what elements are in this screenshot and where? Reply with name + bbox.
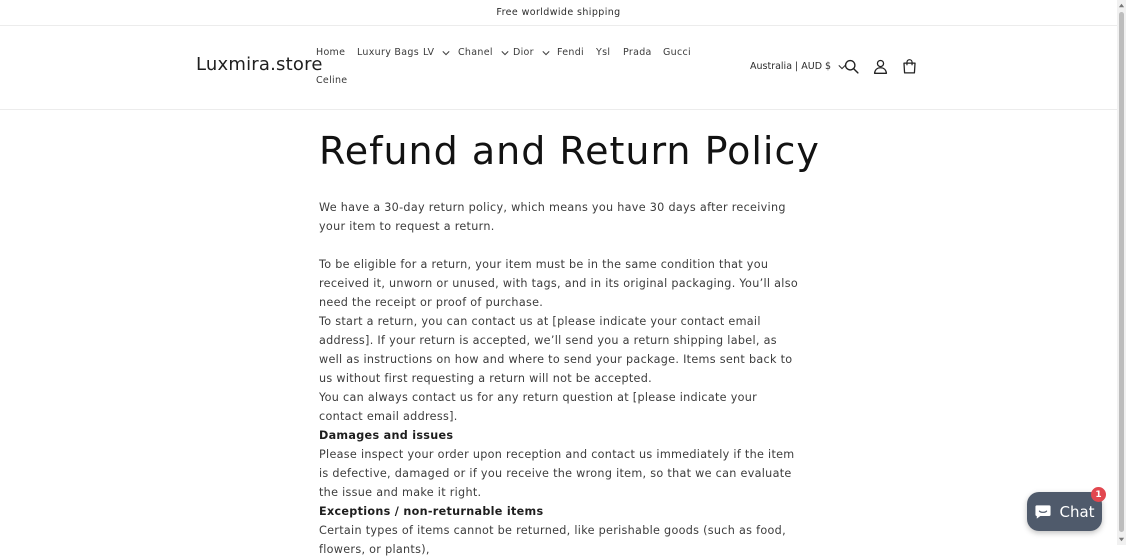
chevron-down-icon	[542, 49, 550, 57]
cart-icon[interactable]	[901, 58, 918, 75]
nav-item-label: Celine	[316, 75, 348, 86]
paragraph-text: Certain types of items cannot be returned, like perishable goods (such as food, flowers, or plants),	[319, 524, 786, 556]
chevron-down-icon	[442, 49, 450, 57]
scroll-up-arrow-icon[interactable]	[1118, 2, 1125, 9]
nav-item-label: Prada	[623, 47, 652, 58]
policy-paragraph	[319, 255, 799, 312]
scroll-down-arrow-icon[interactable]	[1118, 536, 1125, 543]
account-icon[interactable]	[872, 58, 889, 75]
policy-paragraph	[319, 198, 799, 236]
chat-bubble-icon	[1034, 504, 1052, 520]
locale-label: Australia | AUD $	[750, 61, 832, 72]
nav-item-label: Ysl	[596, 47, 611, 58]
nav-item-prada[interactable]	[623, 47, 652, 58]
nav-item-fendi[interactable]	[557, 47, 584, 58]
paragraph-text: You can always contact us for any return question at [please indicate your contact email address].	[319, 391, 758, 423]
announcement-bar	[0, 0, 1117, 26]
chat-unread-badge: 1	[1091, 487, 1106, 502]
nav-item-label: Dior	[513, 47, 534, 58]
policy-paragraph	[319, 388, 799, 426]
nav-item-celine[interactable]	[316, 75, 347, 86]
store-logo[interactable]: Luxmira.store	[196, 54, 323, 75]
page-title: Refund and Return Policy	[319, 129, 820, 173]
country-currency-selector[interactable]	[750, 61, 846, 72]
policy-section	[319, 502, 799, 559]
scrollbar-thumb[interactable]	[1119, 12, 1124, 532]
paragraph-text: We have a 30-day return policy, which means you have 30 days after receiving your item to request a return.	[319, 201, 786, 233]
announcement-text: Free worldwide shipping	[496, 7, 621, 18]
nav-item-dior[interactable]	[513, 47, 550, 58]
main-nav	[0, 26, 1117, 109]
nav-item-ysl[interactable]	[596, 47, 610, 58]
paragraph-text: To start a return, you can contact us at [please indicate your contact email address]. If your return is accepted, we’ll send you a return shipping label, as well as instructions on how and where to send your package. Items sent back to us without first requesting a return will not be accepted.	[319, 315, 793, 385]
site-header	[0, 26, 1117, 110]
search-icon[interactable]	[843, 58, 860, 75]
nav-item-home[interactable]	[316, 47, 345, 58]
section-heading: Exceptions / non-returnable items	[319, 505, 544, 518]
nav-item-chanel[interactable]	[458, 47, 509, 58]
nav-item-label: Luxury Bags	[357, 47, 419, 58]
chat-button[interactable]	[1027, 492, 1102, 531]
nav-item-label: Fendi	[557, 47, 584, 58]
policy-section	[319, 426, 799, 502]
main-content	[319, 129, 820, 556]
nav-item-gucci[interactable]	[663, 47, 691, 58]
nav-item-label: LV	[423, 47, 435, 58]
paragraph-text: To be eligible for a return, your item must be in the same condition that you received it, unworn or unused, with tags, and in its original packaging. You’ll also need the receipt or proof of purchase.	[319, 258, 798, 309]
page-scrollbar[interactable]	[1117, 0, 1126, 545]
paragraph-text: Please inspect your order upon reception and contact us immediately if the item is defective, damaged or if you receive the wrong item, so that we can evaluate the issue and make it right.	[319, 448, 795, 499]
nav-item-label: Gucci	[663, 47, 691, 58]
policy-paragraph	[319, 312, 799, 388]
chat-label: Chat	[1059, 502, 1095, 521]
section-heading: Damages and issues	[319, 429, 454, 442]
nav-item-luxury-bags[interactable]	[357, 47, 419, 58]
nav-item-label: Chanel	[458, 47, 493, 58]
nav-item-lv[interactable]	[423, 47, 450, 58]
chevron-down-icon	[501, 49, 509, 57]
nav-item-label: Home	[316, 47, 346, 58]
